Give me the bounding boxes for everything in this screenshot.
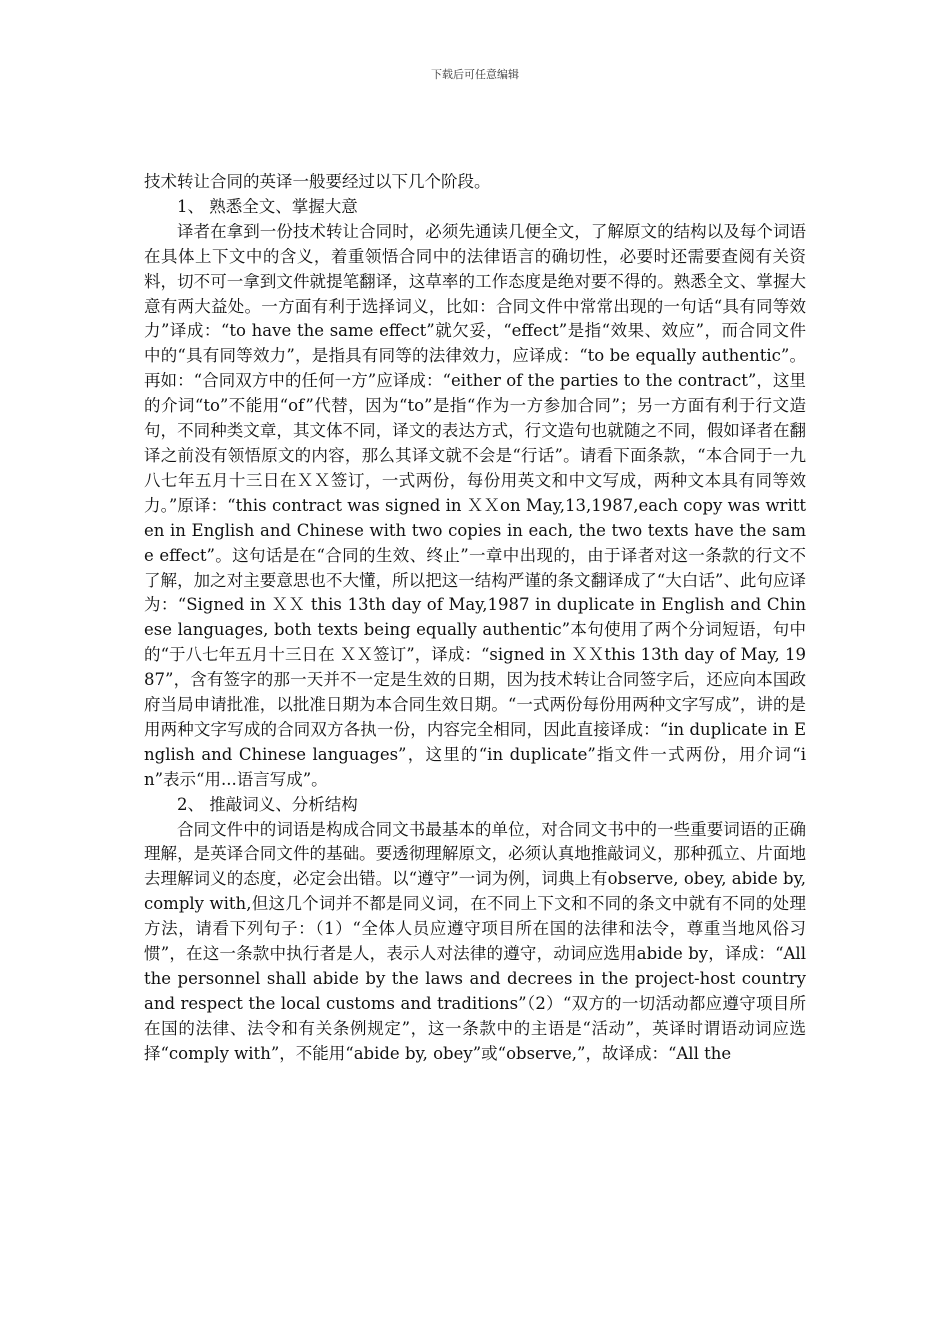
section-2-paragraph: 合同文件中的词语是构成合同文书最基本的单位，对合同文书中的一些重要词语的正确理解，是英译合同文件的基础。要透彻理解原文，必须认真地推敲词义，那种孤立、片面地去理解词义的态度，必定会出错。以“遵守”一词为例，词典上有observe, obey, abide by, comply with,但这几个词并不都是同义词，在不同上下文和不同的条文中就有不同的处理方法，请看下列句子：（1）“全体人员应遵守项目所在国的法律和法令，尊重当地风俗习惯”，在这一条款中执行者是人，表示人对法律的遵守，动词应选用abide by，译成：“All the personnel shall abide by the laws and decrees in the project-host country and respect the local customs and traditions”（2）“双方的一切活动都应遵守项目所在国的法律、法令和有关条例规定”，这一条款中的主语是“活动”，英译时谓语动词应选择“comply with”，不能用“abide by, obey”或“observe,”，故译成：“All the [144, 819, 806, 1063]
section-2-heading: 2、 推敲词义、分析结构 [177, 794, 358, 814]
section-1-heading: 1、 熟悉全文、掌握大意 [177, 196, 358, 216]
document-body [144, 170, 806, 1067]
intro-paragraph: 技术转让合同的英译一般要经过以下几个阶段。 [144, 172, 491, 191]
section-1-paragraph: 译者在拿到一份技术转让合同时，必须先通读几便全文，了解原文的结构以及每个词语在具体上下文中的含义，着重领悟合同中的法律语言的确切性，必要时还需要查阅有关资料，切不可一拿到文件就提笔翻译，这草率的工作态度是绝对要不得的。熟悉全文、掌握大意有两大益处。一方面有利于选择词义，比如：合同文件中常常出现的一句话“具有同等效力”译成：“to have the same effect”就欠妥，“effect”是指“效果、效应”，而合同文件中的“具有同等效力”，是指具有同等的法律效力，应译成：“to be equally authentic”。再如：“合同双方中的任何一方”应译成：“either of the parties to the contract”，这里的介词“to”不能用“of”代替，因为“to”是指“作为一方参加合同”；另一方面有利于行文造句，不同种类文章，其文体不同，译文的表达方式，行文造句也就随之不同，假如译者在翻译之前没有领悟原文的内容，那么其译文就不会是“行话”。请看下面条款，“本合同于一九八七年五月十三日在ＸＸ签订，一式两份，每份用英文和中文写成，两种文本具有同等效力。”原译：“this contract was signed in ＸＸon May,13,1987,each copy was written in English and Chinese with two copies in each, the two texts have the same effect”。这句话是在“合同的生效、终止”一章中出现的，由于译者对这一条款的行文不了解，加之对主要意思也不大懂，所以把这一结构严谨的条文翻译成了“大白话”、此句应译为：“Signed in ＸＸ this 13th day of May,1987 in duplicate in English and Chinese languages, both texts being equally authentic”本句使用了两个分词短语，句中的“于八七年五月十三日在 ＸＸ签订”，译成：“signed in ＸＸthis 13th day of May, 1987”，含有签字的那一天并不一定是生效的日期，因为技术转让合同签字后，还应向本国政府当局申请批准，以批准日期为本合同生效日期。“一式两份每份用两种文字写成”，讲的是用两种文字写成的合同双方各执一份，内容完全相同，因此直接译成：“in duplicate in English and Chinese languages”，这里的“in duplicate”指文件一式两份，用介词“in”表示“用...语言写成”。 [144, 221, 806, 789]
page-header: 下载后可任意编辑 [431, 68, 519, 81]
